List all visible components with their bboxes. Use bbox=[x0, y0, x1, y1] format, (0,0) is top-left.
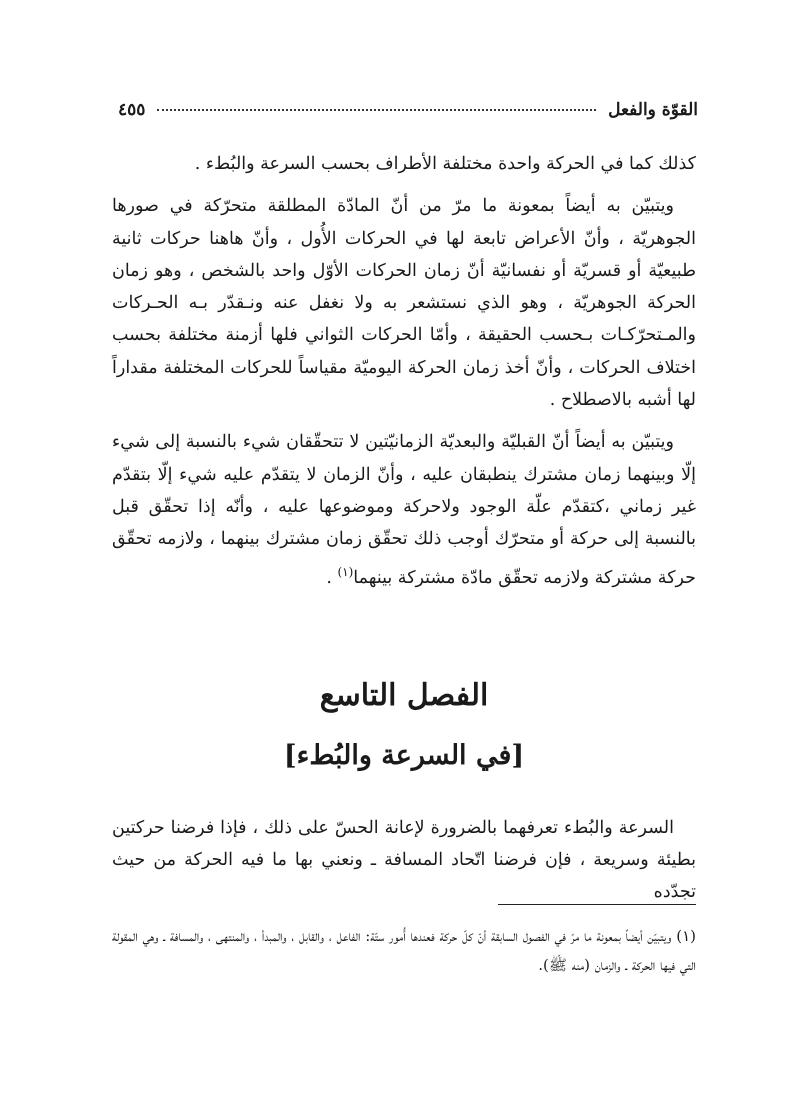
footnote: (١) ويتبيّن أيضاً بمعونة ما مرّ في الفصول السابقة أنّ كلّ حركة فعندها أُمور ستّة: الفاعل ، والقابل ، والمبدأ ، والمنتهى ، والمسافة ـ وهي المقولة التي فيها الحركة ـ والزمان (منه ﷺ). bbox=[112, 927, 696, 974]
page-number: ٤٥٥ bbox=[118, 100, 146, 120]
paragraph-1: كذلك كما في الحركة واحدة مختلفة الأطراف بحسب السرعة والبُطء . bbox=[194, 154, 696, 174]
header-leader-dots bbox=[157, 97, 596, 111]
body-text bbox=[112, 148, 696, 604]
chapter-title: الفصل التاسع bbox=[319, 678, 489, 713]
header-title: القوّة والفعل bbox=[608, 100, 698, 120]
paragraph-3-text: ويتبيّن به أيضاً أنّ القبليّة والبعديّة الزمانيّتين لا تتحقّقان شيء بالنسبة إلى شيء إلّا وبينهما زمان مشترك ينطبقان عليه ، وأنّ الزمان لا يتقدّم عليه شيء إلّا بتقدّم غير زماني ،كتقدّم علّة الوجود ولاحركة وموضوعها عليه ، وأنّه إذا تحقّق قبل بالنسبة إلى حركة أو متحرّك أوجب ذلك تحقّق زمان مشترك بينهما ، ولازمه تحقّق حركة مشتركة ولازمه تحقّق مادّة مشتركة بينهما bbox=[112, 432, 696, 588]
footnote-reference[interactable]: (١) bbox=[337, 564, 354, 579]
footnote-divider bbox=[498, 904, 696, 905]
paragraph-2: ويتبيّن به أيضاً بمعونة ما مرّ من أنّ المادّة المطلقة متحرّكة في صورها الجوهريّة ، وأنّ الأعراض تابعة لها في الحركات الأُول ، وأنّ هاهنا حركات ثانية طبيعيّة أو قسريّة أو نفسانيّة أنّ زمان الحركات الأوّل واحد بالشخص ، وهو زمان الحركة الجوهريّة ، وهو الذي نستشعر به ولا نغفل عنه ونـقدّر بـه الحـركات والمـتحرّكـات بـحسب الحقيقة ، وأمّا الحركات الثواني فلها أزمنة مختلفة بحسب اختلاف الحركات ، وأنّ أخذ زمان الحركة اليوميّة مقياساً للحركات المختلفة مقداراً لها أشبه بالاصطلاح . bbox=[112, 196, 696, 411]
paragraph-3-period: . bbox=[326, 567, 338, 588]
running-header bbox=[118, 100, 698, 120]
chapter-body bbox=[112, 812, 696, 908]
paragraph-3 bbox=[112, 426, 696, 593]
chapter-paragraph-1: السرعة والبُطء تعرفهما بالضرورة لإعانة الحسّ على ذلك ، فإذا فرضنا حركتين بطيئة وسريعة ، فإن فرضنا اتّحاد المسافة ـ ونعني بها ما فيه الحركة من حيث تجدّده bbox=[112, 818, 696, 902]
section-title: [في السرعة والبُطء] bbox=[283, 740, 525, 771]
